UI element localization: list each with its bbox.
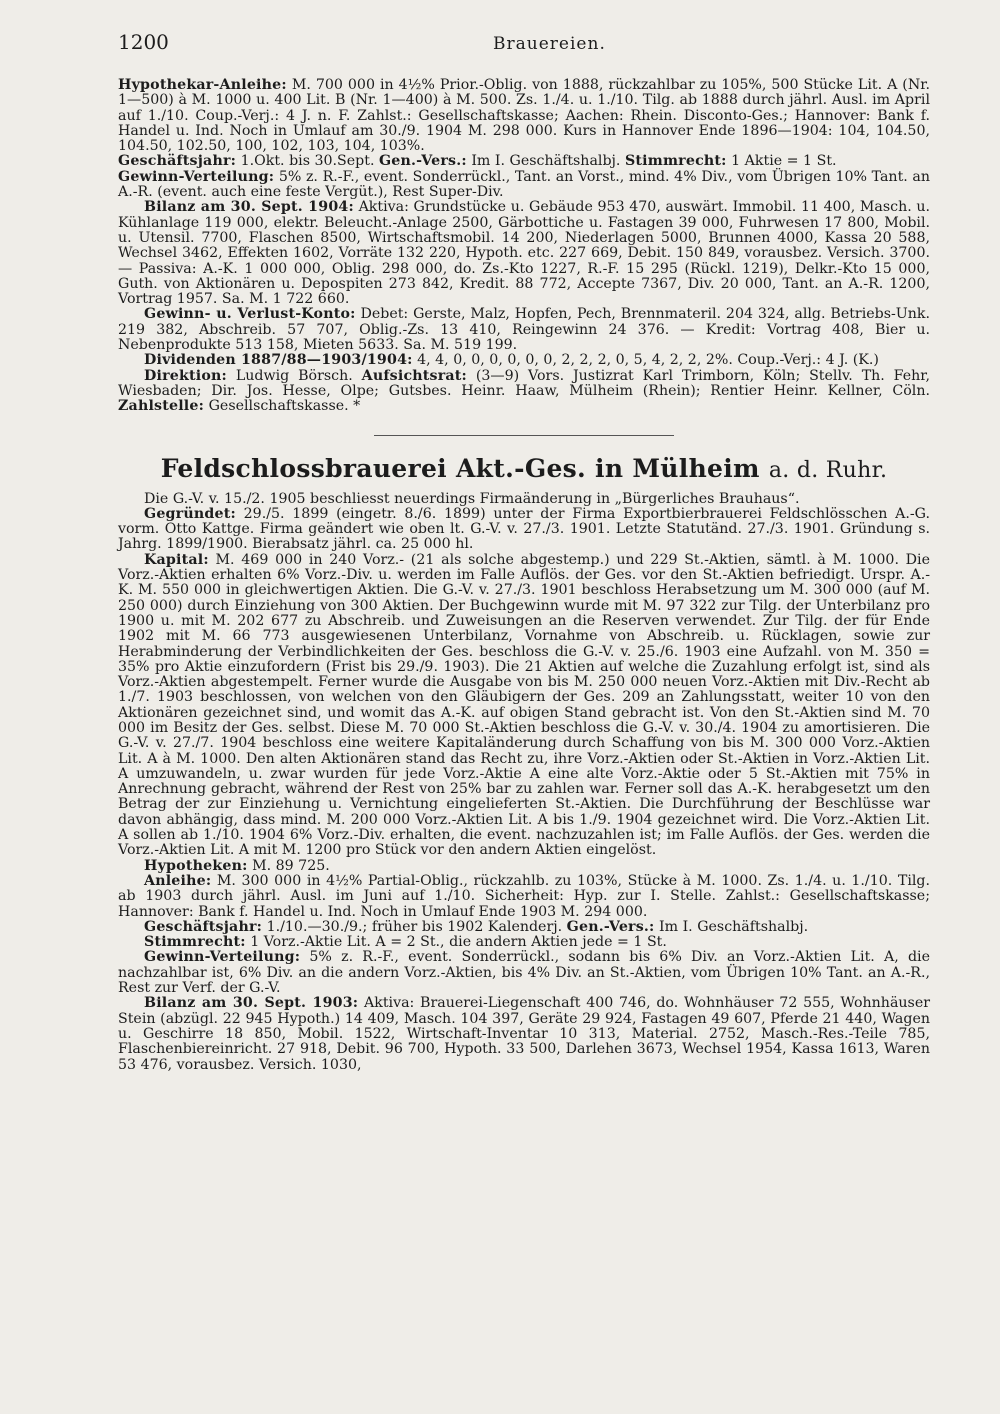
hyp-text: M. 89 725.	[252, 857, 330, 874]
geschaeftsjahr-paragraph	[118, 154, 930, 169]
kapital-paragraph	[118, 553, 930, 859]
kapital-text: M. 469 000 in 240 Vorz.- (21 als solche abgestemp.) und 229 St.-Aktien, sämtl. à M. 1000. Die Vorz.-Aktien erhalten 6% Vorz.-Div. u. werden im Falle Auflös. der Ges. vor den St.-Aktien befriedigt. Urspr. A.-K. M. 550 000 in gleichwertigen Aktien. Die G.-V. v. 27./3. 1901 beschloss Herabsetzung um M. 300 000 (auf M. 250 000) durch Einziehung von 300 Aktien. Der Buchgewinn wurde mit M. 97 322 zur Tilg. der Unterbilanz pro 1900 u. mit M. 202 677 zu Abschreib. und Zuweisungen an die Reserven verwendet. Zur Tilg. der für Ende 1902 mit M. 66 773 ausgewiesenen Unterbilanz, Vornahme von Abschreib. u. Rücklagen, sowie zur Herabminderung der Verbindlichkeiten der Ges. beschloss die G.-V. v. 25./6. 1903 eine Aufzahl. von M. 350 = 35% pro Aktie einzufordern (Frist bis 29./9. 1903). Die 21 Aktien auf welche die Zuzahlung erfolgt ist, sind als Vorz.-Aktien abgestempelt. Ferner wurde die Ausgabe von bis M. 250 000 neuen Vorz.-Aktien mit Div.-Recht ab 1./7. 1903 beschlossen, von welchen von den Gläubigern der Ges. 209 an Zahlungsstatt, weiter 10 von den Aktionären gezeichnet sind, und womit das A.-K. auf obigen Stand gebracht ist. Von den St.-Aktien sind M. 70 000 im Besitz der Ges. selbst. Diese M. 70 000 St.-Aktien beschloss die G.-V. v. 30./4. 1904 zu amortisieren. Die G.-V. v. 27./7. 1904 beschloss eine weitere Kapitaländerung durch Schaffung von bis M. 300 000 Vorz.-Aktien Lit. A à M. 1000. Den alten Aktionären stand das Recht zu, ihre Vorz.-Aktien oder St.-Aktien in Vorz.-Aktien Lit. A umzuwandeln, u. zwar wurden für jede Vorz.-Aktie A eine alte Vorz.-Aktie oder 5 St.-Aktien mit 75% in Anrechnung gebracht, während der Rest von 25% bar zu zahlen war. Ferner soll das A.-K. herabgesetzt um den Betrag der zur Einziehung u. Vernichtung eingelieferten St.-Aktien. Die Durchführung der Beschlüsse war davon abhängig, dass mind. M. 200 000 Vorz.-Aktien Lit. A bis 1./9. 1904 gezeichnet wird. Die Vorz.-Aktien Lit. A sollen ab 1./10. 1904 6% Vorz.-Div. erhalten, die event. nachzuzahlen ist; im Falle Auflös. der Ges. werden die Vorz.-Aktien Lit. A mit M. 1200 pro Stück vor den andern Aktien eingelöst.	[118, 551, 930, 859]
gv-label: Gen.-Vers.:	[378, 153, 467, 170]
zahl-text: Gesellschaftskasse. *	[208, 398, 361, 415]
anl-text: M. 300 000 in 4½% Partial-Oblig., rückzahlb. zu 103%, Stücke à M. 1000. Zs. 1./4. u. 1./10. Tilg. ab 1903 durch jährl. Ausl. im Juni auf 1./10. Sicherheit: Hyp. zur I. Stelle. Zahlst.: Gesellschaftskasse; Hannover: Bank f. Handel u. Ind. Noch in Umlauf Ende 1903 M. 294 000.	[118, 872, 930, 920]
div-text: 4, 4, 0, 0, 0, 0, 0, 0, 2, 2, 2, 0, 5, 4, 2, 2, 2%. Coup.-Verj.: 4 J. (K.)	[417, 352, 879, 369]
company-title-main: Feldschlossbrauerei Akt.-Ges. in Mülheim	[160, 453, 760, 483]
gj-label: Geschäftsjahr:	[118, 153, 237, 170]
gj-gv-paragraph	[118, 920, 930, 935]
zahl-label: Zahlstelle:	[118, 398, 205, 415]
stimmrecht-paragraph	[118, 935, 930, 950]
guv-paragraph	[118, 307, 930, 353]
dir-label: Direktion:	[144, 367, 227, 384]
anleihe-paragraph	[118, 874, 930, 920]
gewinn-label: Gewinn-Verteilung:	[118, 168, 275, 185]
firm-gv-text: Im I. Geschäftshalbj.	[659, 918, 809, 935]
company-entry	[118, 492, 930, 1073]
intro-paragraph: Die G.-V. v. 15./2. 1905 beschliesst neuerdings Firmaänderung in „Bürgerliches Brauhaus“.	[144, 490, 800, 507]
section-divider	[374, 435, 674, 436]
hypothek-paragraph	[118, 78, 930, 154]
guv-label: Gewinn- u. Verlust-Konto:	[144, 306, 356, 323]
firm-bilanz-label: Bilanz am 30. Sept. 1903:	[144, 995, 359, 1012]
direktion-paragraph	[118, 369, 930, 415]
hypothek-label: Hypothekar-Anleihe:	[118, 77, 287, 93]
anl-label: Anleihe:	[144, 872, 212, 889]
firm-stimm-text: 1 Vorz.-Aktie Lit. A = 2 St., die andern Aktien jede = 1 St.	[250, 934, 667, 951]
previous-entry	[118, 78, 930, 415]
firm-gv-label: Gen.-Vers.:	[566, 918, 655, 935]
bilanz-paragraph	[118, 200, 930, 307]
running-title: Brauereien.	[493, 34, 606, 54]
bilanz-label: Bilanz am 30. Sept. 1904:	[144, 199, 354, 216]
ar-label: Aufsichtsrat:	[361, 367, 467, 384]
kapital-label: Kapital:	[144, 551, 209, 568]
firm-bilanz-text: Aktiva: Brauerei-Liegenschaft 400 746, do. Wohnhäuser 72 555, Wohnhäuser Stein (abzügl. 22 945 Hypoth.) 14 409, Masch. 104 397, Geräte 29 924, Fastagen 49 607, Pferde 21 440, Wagen u. Geschirre 18 850, Mobil. 1522, Wirtschaft-Inventar 10 313, Material. 2752, Masch.-Res.-Teile 785, Flaschenbiereinricht. 27 918, Debit. 96 700, Hypoth. 33 500, Darlehen 3673, Wechsel 1954, Kassa 1613, Waren 53 476, vorausbez. Versich. 1030,	[118, 995, 931, 1073]
bilanz-text: Aktiva: Grundstücke u. Gebäude 953 470, auswärt. Immobil. 11 400, Masch. u. Kühlanlage 119 000, elektr. Beleucht.-Anlage 2500, Gärbottiche u. Fastagen 39 000, Fuhrwesen 17 800, Mobil. u. Utensil. 7700, Flaschen 8500, Wirtschaftsmobil. 14 200, Niederlagen 5000, Brunnen 4000, Kassa 20 588, Wechsel 3462, Effekten 1602, Vorräte 132 220, Hypoth. etc. 227 669, Debit. 150 849, vorausbez. Versich. 3700. — Passiva: A.-K. 1 000 000, Oblig. 298 000, do. Zs.-Kto 1227, R.-F. 15 295 (Rückl. 1219), Delkr.-Kto 15 000, Guth. von Aktionären u. Depospiten 273 842, Kredit. 88 772, Accepte 7367, Div. 20 000, Tant. an A.-R. 1200, Vortrag 1957. Sa. M. 1 722 660.	[118, 199, 931, 308]
firm-gj-label: Geschäftsjahr:	[144, 918, 263, 935]
gegr-text: 29./5. 1899 (eingetr. 8./6. 1899) unter der Firma Exportbierbrauerei Feldschlösschen A.-G. vorm. Otto Kattge. Firma geändert wie oben lt. G.-V. v. 27./3. 1901. Letzte Statutänd. 27./3. 1901. Gründung s. Jahrg. 1899/1900. Bierabsatz jährl. ca. 25 000 hl.	[118, 505, 930, 553]
firm-stimm-label: Stimmrecht:	[144, 934, 246, 951]
gj-text: 1.Okt. bis 30.Sept.	[240, 153, 375, 170]
gegr-label: Gegründet:	[144, 505, 236, 522]
gewinn-text: 5% z. R.-F., event. Sonderrückl., Tant. an Vorst., mind. 4% Div., vom Übrigen 10% Tant. an A.-R. (event. auch eine feste Vergüt.), Rest Super-Div.	[118, 168, 930, 201]
gewinn-verteilung-paragraph	[118, 950, 930, 996]
dividenden-paragraph	[118, 353, 930, 368]
hypotheken-paragraph	[118, 859, 930, 874]
page-header	[118, 30, 930, 54]
hypothek-text: M. 700 000 in 4½% Prior.-Oblig. von 1888, rückzahlbar zu 105%, 500 Stücke Lit. A (Nr. 1—500) à M. 1000 u. 400 Lit. B (Nr. 1—400) à M. 500. Zs. 1./4. u. 1./10. Tilg. ab 1888 durch jährl. Ausl. im April auf 1./10. Coup.-Verj.: 4 J. n. F. Zahlst.: Gesellschaftskasse; Aachen: Rhein. Disconto-Ges.; Hannover: Bank f. Handel u. Ind. Noch in Umlauf am 30./9. 1904 M. 298 000. Kurs in Hannover Ende 1896—1904: 104, 104.50, 104.50, 102.50, 100, 102, 103, 104, 103%.	[118, 77, 930, 155]
stimm-text: 1 Aktie = 1 St.	[731, 153, 837, 170]
div-label: Dividenden 1887/88—1903/1904:	[144, 352, 413, 369]
company-title-tail: a. d. Ruhr.	[768, 457, 888, 483]
firm-gewinn-label: Gewinn-Verteilung:	[144, 949, 301, 966]
hyp-label: Hypotheken:	[144, 857, 248, 874]
gv-text: Im I. Geschäftshalbj.	[471, 153, 621, 170]
firm-gj-text: 1./10.—30./9.; früher bis 1902 Kalenderj.	[266, 918, 563, 935]
guv-text: Debet: Gerste, Malz, Hopfen, Pech, Brennmateril. 204 324, allg. Betriebs-Unk. 219 382, Abschreib. 57 707, Oblig.-Zs. 13 410, Reingewinn 24 376. — Kredit: Vortrag 408, Bier u. Nebenprodukte 513 158, Mieten 5633. Sa. M. 519 199.	[118, 306, 930, 354]
stimm-label: Stimmrecht:	[624, 153, 727, 170]
gegruendet-paragraph	[118, 507, 930, 553]
ar-text: (3—9) Vors. Justizrat Karl Trimborn, Köln; Stellv. Th. Fehr, Wiesbaden; Dir. Jos. Hesse, Olpe; Gutsbes. Heinr. Haaw, Mülheim (Rhein); Rentier Heinr. Kellner, Cöln.	[118, 367, 931, 399]
company-title	[118, 454, 930, 486]
page-number: 1200	[118, 30, 169, 54]
gewinn-paragraph	[118, 170, 930, 201]
firm-gewinn-text: 5% z. R.-F., event. Sonderrückl., sodann bis 6% Div. an Vorz.-Aktien Lit. A, die nachzahlbar ist, 6% Div. an die andern Vorz.-Aktien, bis 4% Div. an St.-Aktien, vom Übrigen 10% Tant. an A.-R., Rest zur Verf. der G.-V.	[118, 949, 930, 997]
bilanz-1903-paragraph	[118, 996, 930, 1072]
dir-text: Ludwig Börsch.	[235, 367, 353, 384]
